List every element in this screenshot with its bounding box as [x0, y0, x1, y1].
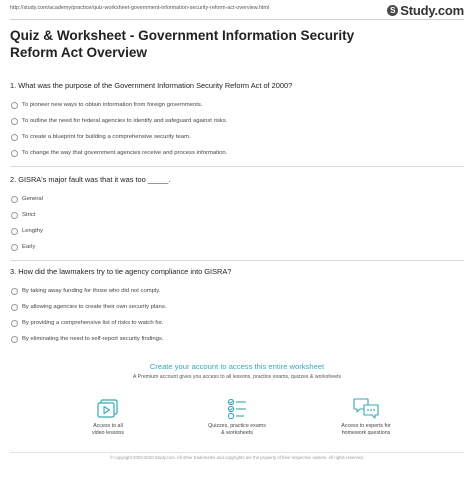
cta-subtitle: A Premium account gives you access to all lessons, practice exams, quizzes & worksheets — [132, 374, 342, 380]
question-1 — [10, 81, 464, 161]
question-2 — [10, 175, 464, 255]
radio-icon[interactable] — [11, 228, 18, 235]
feature-label — [92, 423, 124, 436]
feature-quizzes — [187, 396, 287, 436]
answer-option-label: By eliminating the need to self-report security findings. — [22, 336, 164, 342]
answer-option[interactable] — [10, 207, 464, 223]
answer-option-label: Strict — [22, 212, 36, 218]
feature-video-lessons — [58, 396, 158, 436]
answer-option-label: Lengthy — [22, 228, 43, 234]
answer-option[interactable] — [10, 299, 464, 315]
radio-icon[interactable] — [11, 304, 18, 311]
answer-option[interactable] — [10, 97, 464, 113]
study-logo[interactable] — [387, 3, 464, 18]
feature-label-line: Access to all — [93, 423, 123, 429]
question-text: 2. GISRA's major fault was that it was too _____. — [10, 175, 171, 184]
feature-label — [341, 423, 390, 436]
answer-option-label: By allowing agencies to create their own security plans. — [22, 304, 167, 310]
cta-title[interactable]: Create your account to access this entire worksheet — [149, 362, 325, 371]
copyright-text: © copyright 2003-2020 Study.com. All other trademarks and copyrights are the property of their respective owners. All rights reserved. — [110, 455, 364, 460]
answer-option-label: To create a blueprint for building a comprehensive security team. — [22, 134, 191, 140]
premium-cta — [10, 362, 464, 380]
answer-option-label: Early — [22, 244, 36, 250]
question-divider — [10, 166, 464, 167]
answer-option[interactable] — [10, 223, 464, 239]
header — [10, 3, 464, 17]
page-title: Quiz & Worksheet - Government Information Security Reform Act Overview — [10, 28, 355, 60]
radio-icon[interactable] — [11, 134, 18, 141]
radio-icon[interactable] — [11, 118, 18, 125]
radio-icon[interactable] — [11, 212, 18, 219]
answer-option[interactable] — [10, 315, 464, 331]
feature-label-line: Quizzes, practice exams — [208, 423, 266, 429]
study-logo-icon: S — [387, 5, 398, 16]
radio-icon[interactable] — [11, 150, 18, 157]
study-logo-text: Study.com — [400, 3, 464, 18]
answer-option[interactable] — [10, 331, 464, 347]
answer-option-label: General — [22, 196, 43, 202]
quiz-checklist-icon — [222, 396, 252, 422]
question-divider — [10, 260, 464, 261]
radio-icon[interactable] — [11, 196, 18, 203]
feature-label-line: Access to experts for — [341, 423, 391, 429]
feature-label-line: homework questions — [341, 429, 391, 436]
answer-option-label: To pioneer new ways to obtain information from foreign governments. — [22, 102, 203, 108]
page-url: http://study.com/academy/practice/quiz-worksheet-government-information-security-reform-act-overview.html — [10, 5, 270, 11]
video-lesson-icon — [93, 396, 123, 422]
feature-experts — [316, 396, 416, 436]
answer-option[interactable] — [10, 113, 464, 129]
question-text: 3. How did the lawmakers try to tie agency compliance into GISRA? — [10, 267, 232, 276]
footer-divider — [10, 452, 464, 453]
radio-icon[interactable] — [11, 244, 18, 251]
answer-option-label: To change the way that government agencies receive and process information. — [22, 150, 228, 156]
question-text: 1. What was the purpose of the Government Information Security Reform Act of 2000? — [10, 81, 293, 90]
header-divider — [10, 19, 464, 20]
answer-option-label: By providing a comprehensive list of risks to watch for. — [22, 320, 164, 326]
answer-option[interactable] — [10, 145, 464, 161]
feature-label-line: video lessons — [91, 429, 125, 436]
radio-icon[interactable] — [11, 288, 18, 295]
answer-option[interactable] — [10, 191, 464, 207]
question-3 — [10, 267, 464, 347]
feature-list — [58, 396, 416, 436]
answer-option-label: To outline the need for federal agencies to identify and safeguard against risks. — [22, 118, 228, 124]
radio-icon[interactable] — [11, 320, 18, 327]
answer-option-label: By taking away funding for those who did not comply. — [22, 288, 161, 294]
radio-icon[interactable] — [11, 336, 18, 343]
feature-label — [208, 423, 266, 436]
answer-option[interactable] — [10, 129, 464, 145]
radio-icon[interactable] — [11, 102, 18, 109]
expert-chat-icon — [351, 396, 381, 422]
answer-option[interactable] — [10, 239, 464, 255]
feature-label-line: & worksheets — [221, 429, 253, 436]
answer-option[interactable] — [10, 283, 464, 299]
